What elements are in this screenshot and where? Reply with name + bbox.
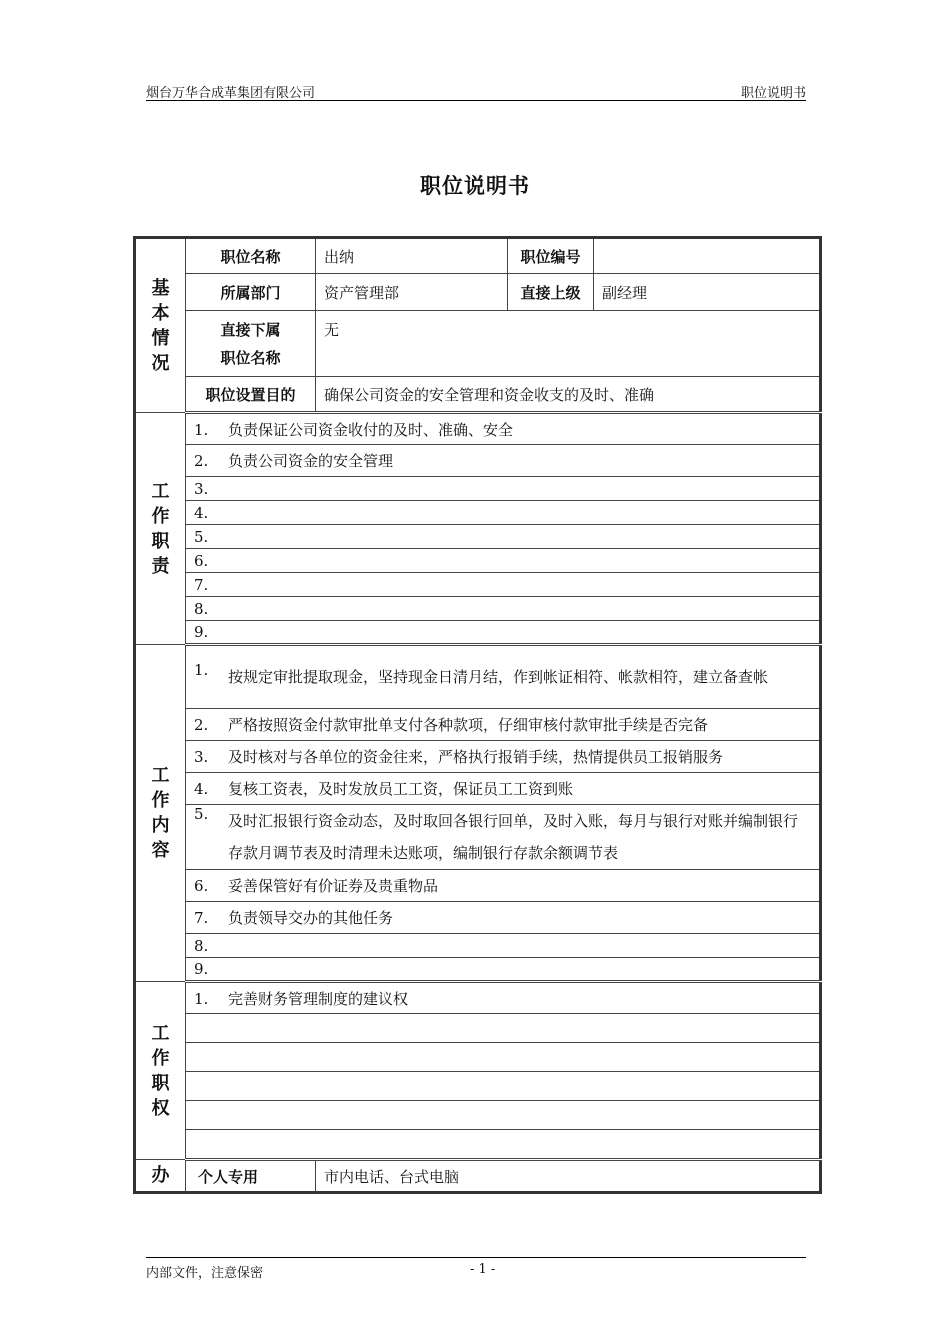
content-item: 2. 严格按照资金付款审批单支付各种款项，仔细审核付款审批手续是否完备 [186, 709, 821, 741]
content-item: 1. 按规定审批提取现金，坚持现金日清月结，作到帐证相符、帐款相符，建立备查帐 [186, 645, 821, 709]
content-item: 8. [186, 934, 821, 958]
section-authority: 工 作 职 权 [135, 982, 186, 1160]
job-description-table [133, 236, 822, 1194]
duty-item: 5. [186, 525, 821, 549]
content-item: 4. 复核工资表，及时发放员工工资，保证员工工资到账 [186, 773, 821, 805]
personal-use-value: 市内电话、台式电脑 [316, 1160, 821, 1193]
header-doc-type: 职位说明书 [740, 86, 806, 101]
position-code-value [594, 238, 821, 274]
company-name: 烟台万华合成革集团有限公司 [146, 86, 316, 101]
department-label: 所属部门 [186, 274, 316, 311]
purpose-label: 职位设置目的 [186, 377, 316, 413]
duty-item: 3. [186, 477, 821, 501]
duty-item: 6. [186, 549, 821, 573]
position-name-value: 出纳 [316, 238, 508, 274]
page-number: - 1 - [470, 1262, 496, 1277]
confidential-note: 内部文件，注意保密 [146, 1266, 264, 1281]
position-code-label: 职位编号 [508, 238, 594, 274]
authority-item [186, 1101, 821, 1130]
authority-item [186, 1043, 821, 1072]
position-name-label: 职位名称 [186, 238, 316, 274]
duty-item: 4. [186, 501, 821, 525]
authority-item [186, 1130, 821, 1160]
duty-item: 1. 负责保证公司资金收付的及时、准确、安全 [186, 413, 821, 445]
duty-item: 9. [186, 621, 821, 645]
personal-use-label: 个人专用 [186, 1160, 316, 1193]
page-title: 职位说明书 [420, 174, 530, 198]
subordinate-label-line2: 职位名称 [220, 348, 281, 367]
subordinate-label-line1: 直接下属 [220, 320, 281, 339]
section-office: 办 [135, 1160, 186, 1193]
duty-item: 2. 负责公司资金的安全管理 [186, 445, 821, 477]
department-value: 资产管理部 [316, 274, 508, 311]
content-item: 9. [186, 958, 821, 982]
purpose-value: 确保公司资金的安全管理和资金收支的及时、准确 [316, 377, 821, 413]
superior-label: 直接上级 [508, 274, 594, 311]
subordinate-label [186, 311, 316, 377]
authority-item [186, 1014, 821, 1043]
superior-value: 副经理 [594, 274, 821, 311]
duty-item: 8. [186, 597, 821, 621]
section-basic: 基 本 情 况 [135, 238, 186, 413]
authority-item [186, 1072, 821, 1101]
duty-item: 7. [186, 573, 821, 597]
subordinate-value: 无 [316, 311, 821, 377]
section-duties: 工 作 职 责 [135, 413, 186, 645]
content-item: 6. 妥善保管好有价证券及贵重物品 [186, 870, 821, 902]
authority-item: 1. 完善财务管理制度的建议权 [186, 982, 821, 1014]
page-header [146, 82, 806, 101]
page-footer [146, 1257, 806, 1282]
section-content: 工 作 内 容 [135, 645, 186, 982]
content-item: 7. 负责领导交办的其他任务 [186, 902, 821, 934]
content-item: 5. 及时汇报银行资金动态，及时取回各银行回单，及时入账，每月与银行对账并编制银行存款月调节表及时清理未达账项，编制银行存款余额调节表 [186, 805, 821, 870]
content-item: 3. 及时核对与各单位的资金往来，严格执行报销手续，热情提供员工报销服务 [186, 741, 821, 773]
